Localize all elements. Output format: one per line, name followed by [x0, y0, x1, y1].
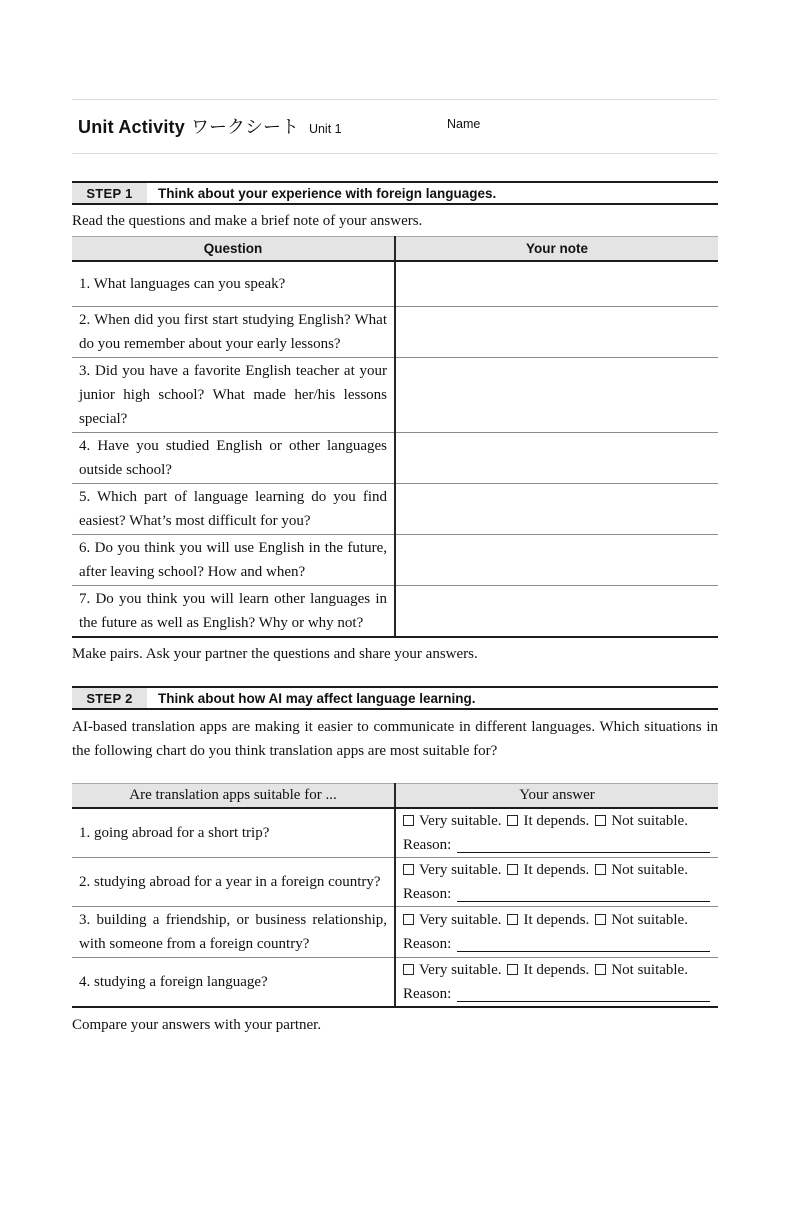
option-very-suitable [403, 962, 501, 978]
step2-label: STEP 2 [72, 688, 147, 708]
name-field-label: Name [447, 117, 481, 131]
reason-blank-line[interactable] [457, 982, 710, 1002]
answer-cell [395, 808, 718, 858]
table-row [72, 358, 718, 433]
checkbox-very-suitable[interactable] [403, 964, 414, 975]
reason-line [403, 882, 718, 906]
suitability-options [403, 908, 718, 932]
your-note-column-header: Your note [395, 237, 718, 261]
question-cell: 4. Have you studied English or other languages outside school? [72, 433, 395, 484]
table-row [72, 484, 718, 535]
option-very-suitable [403, 813, 501, 829]
option-not-suitable [595, 912, 688, 928]
suitability-options [403, 809, 718, 833]
option-label: It depends. [523, 961, 590, 978]
note-cell[interactable] [395, 484, 718, 535]
option-it-depends [507, 862, 589, 878]
situation-cell: 3. building a friendship, or business relationship, with someone from a foreign country? [72, 906, 395, 957]
suitability-options [403, 958, 718, 982]
checkbox-not-suitable[interactable] [595, 964, 606, 975]
option-label: Not suitable. [611, 911, 688, 928]
checkbox-it-depends[interactable] [507, 815, 518, 826]
page-title [78, 113, 342, 139]
option-not-suitable [595, 862, 688, 878]
question-cell: 6. Do you think you will use English in the future, after leaving school? How and when? [72, 535, 395, 586]
note-cell[interactable] [395, 535, 718, 586]
question-cell: 5. Which part of language learning do you find easiest? What’s most difficult for you? [72, 484, 395, 535]
checkbox-it-depends[interactable] [507, 864, 518, 875]
option-it-depends [507, 813, 589, 829]
note-cell[interactable] [395, 358, 718, 433]
reason-blank-line[interactable] [457, 833, 710, 853]
option-not-suitable [595, 813, 688, 829]
reason-label: Reason: [403, 836, 452, 853]
suitability-options [403, 858, 718, 882]
step1-bar [72, 181, 718, 205]
option-label: It depends. [523, 861, 590, 878]
answer-cell [395, 957, 718, 1007]
note-cell[interactable] [395, 433, 718, 484]
checkbox-very-suitable[interactable] [403, 864, 414, 875]
question-cell: 1. What languages can you speak? [72, 261, 395, 307]
checkbox-not-suitable[interactable] [595, 864, 606, 875]
situation-cell: 2. studying abroad for a year in a foreign country? [72, 857, 395, 906]
checkbox-very-suitable[interactable] [403, 815, 414, 826]
title-japanese: ワークシート [190, 117, 299, 137]
option-it-depends [507, 962, 589, 978]
doc-header [72, 99, 718, 154]
note-cell[interactable] [395, 307, 718, 358]
option-label: Very suitable. [419, 911, 502, 928]
option-label: Very suitable. [419, 961, 502, 978]
option-not-suitable [595, 962, 688, 978]
table-row [72, 586, 718, 638]
reason-blank-line[interactable] [457, 932, 710, 952]
answer-cell [395, 857, 718, 906]
worksheet-page [0, 99, 790, 1216]
reason-line [403, 982, 718, 1006]
reason-line [403, 932, 718, 956]
step1-title: Think about your experience with foreign languages. [158, 186, 497, 201]
option-it-depends [507, 912, 589, 928]
option-label: It depends. [523, 911, 590, 928]
checkbox-it-depends[interactable] [507, 964, 518, 975]
answer-cell [395, 906, 718, 957]
table-row [72, 808, 718, 858]
questions-table-header-row [72, 237, 718, 261]
step1-instruction: Read the questions and make a brief note of your answers. [72, 213, 423, 229]
step2-bar [72, 686, 718, 710]
reason-label: Reason: [403, 885, 452, 902]
reason-label: Reason: [403, 985, 452, 1002]
reason-blank-line[interactable] [457, 882, 710, 902]
table-row [72, 433, 718, 484]
step1-pair-instruction: Make pairs. Ask your partner the questions and share your answers. [72, 646, 478, 662]
your-answer-column-header: Your answer [395, 784, 718, 808]
option-very-suitable [403, 862, 501, 878]
checkbox-very-suitable[interactable] [403, 914, 414, 925]
unit-number: Unit 1 [308, 122, 342, 136]
option-label: Very suitable. [419, 861, 502, 878]
table-row [72, 535, 718, 586]
option-very-suitable [403, 912, 501, 928]
table-row [72, 307, 718, 358]
option-label: Very suitable. [419, 812, 502, 829]
apps-table-header-row [72, 784, 718, 808]
step2-instruction: AI-based translation apps are making it easier to communicate in different languages. Which situations in the following chart do you think translation apps are most suitable for? [72, 719, 718, 759]
checkbox-not-suitable[interactable] [595, 914, 606, 925]
reason-line [403, 833, 718, 857]
table-row [72, 906, 718, 957]
title-english: Unit Activity [78, 117, 185, 137]
checkbox-it-depends[interactable] [507, 914, 518, 925]
step2-title: Think about how AI may affect language learning. [158, 691, 476, 706]
table-row [72, 957, 718, 1007]
option-label: Not suitable. [611, 961, 688, 978]
table-row [72, 857, 718, 906]
suitable-for-column-header: Are translation apps suitable for ... [72, 784, 395, 808]
situation-cell: 1. going abroad for a short trip? [72, 808, 395, 858]
option-label: Not suitable. [611, 812, 688, 829]
step2-compare-instruction: Compare your answers with your partner. [72, 1016, 322, 1033]
translation-apps-table [72, 783, 718, 1008]
note-cell[interactable] [395, 586, 718, 638]
note-cell[interactable] [395, 261, 718, 307]
table-row [72, 261, 718, 307]
reason-label: Reason: [403, 935, 452, 952]
question-cell: 3. Did you have a favorite English teacher at your junior high school? What made her/his lessons special? [72, 358, 395, 433]
questions-table [72, 236, 718, 638]
question-cell: 7. Do you think you will learn other languages in the future as well as English? Why or why not? [72, 586, 395, 638]
option-label: It depends. [523, 812, 590, 829]
question-cell: 2. When did you first start studying English? What do you remember about your early lessons? [72, 307, 395, 358]
question-column-header: Question [72, 237, 395, 261]
situation-cell: 4. studying a foreign language? [72, 957, 395, 1007]
step1-label: STEP 1 [72, 183, 147, 203]
option-label: Not suitable. [611, 861, 688, 878]
checkbox-not-suitable[interactable] [595, 815, 606, 826]
